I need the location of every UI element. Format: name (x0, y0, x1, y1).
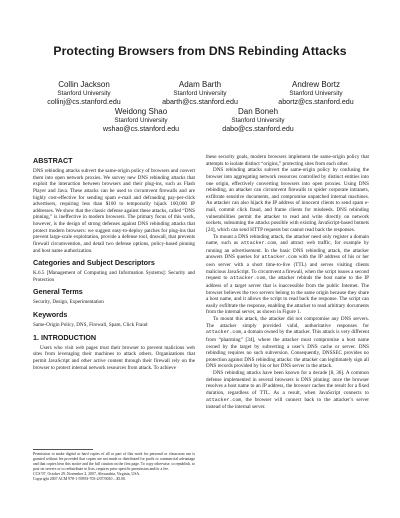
author-name: Adam Barth (178, 80, 222, 89)
author-block-4 (91, 107, 191, 135)
footnote-rule (33, 449, 93, 450)
body-paragraph (206, 234, 369, 317)
permission-footnote (33, 452, 195, 481)
body-text: To mount this attack, the attacker did not compromise any DNS servers. The attacker simply provided valid, authoritative responses for (206, 316, 369, 329)
body-text: , a domain owned by the attacker. This attack is very different from “pharming” [34], where the attacker must compromise a host name owned by the target by subverting a user’s DNS cache or server. DNS rebinding requires no such subversion. Consequently, DNSSEC provides no protection against DNS rebinding attacks: the attacker can legitimately sign all DNS records provided by his or her DNS server in the attack. (206, 329, 369, 370)
body-paragraph (206, 370, 369, 411)
domain-name-code: attacker.com (261, 255, 297, 261)
footnote-conference: CCS’07, October 29–November 2, 2007, Alexandria, Virginia, USA. (33, 471, 141, 476)
author-name: Dan Boneh (237, 107, 279, 116)
abstract-heading: ABSTRACT (33, 156, 73, 165)
abstract-text: DNS rebinding attacks subvert the same-origin policy of browsers and convert them into open network proxies. We survey new DNS rebinding attacks that exploit the interaction between browsers and their plug-ins, such as Flash Player and Java. These attacks can be used to circumvent firewalls and are highly cost-effective for sending spam e-mail and defrauding pay-per-click advertisers, requiring less than $100 to temporarily hijack 100,000 IP addresses. We show that the classic defense against these attacks, called “DNS pinning,” is ineffective in modern browsers. The primary focus of this work, however, is the design of strong defenses against DNS rebinding attacks that protect modern browsers: we suggest easy-to-deploy patches for plug-ins that prevent large-scale exploitation, provide a defense tool, dnswall, that prevents firewall circumvention, and detail two defense options, policy-based pinning and host name authorization. (33, 168, 195, 254)
body-text: DNS rebinding attacks have been known for a decade [8, 36]. A common defense implemented in several browsers is DNS pinning: once the browser resolves a host name to an IP address, the browser caches the result for a fixed duration, regardless of TTL. As a result, when JavaScript connects to (206, 370, 369, 396)
right-column (206, 154, 369, 411)
body-text: with the IP address of his or her own server with a short time-to-live (TTL) and serves visiting clients malicious JavaScript. To circumvent a firewall, when the script issues a second request to (206, 254, 370, 282)
paper-title: Protecting Browsers from DNS Rebinding Attacks (53, 44, 347, 58)
categories-heading: Categories and Subject Descriptors (33, 258, 155, 268)
body-paragraph (206, 316, 369, 370)
author-block-1 (34, 80, 134, 108)
introduction-heading: 1. INTRODUCTION (33, 332, 97, 342)
general-terms-text: Security, Design, Experimentation (33, 299, 104, 306)
body-text: To mount a DNS rebinding attack, the attacker need only register a domain name, such as (206, 233, 369, 247)
author-block-5 (208, 107, 308, 135)
domain-name-code: attacker.com (206, 397, 242, 403)
body-paragraph: DNS rebinding attacks subvert the same-origin policy by confusing the browser into aggregating network resources controlled by distinct entities into one origin, effectively converting browsers into open proxies. Using DNS rebinding, an attacker can circumvent firewalls to spider corporate intranets, exfiltrate sensitive documents, and compromise unpatched internal machines. An attacker can also hijack the IP address of innocent clients to send spam e-mail, commit click fraud, and frame clients for misdeeds. DNS rebinding vulnerabilities permit the attacker to read and write directly on network sockets, subsuming the attacks possible with existing JavaScript-based botnets [24], which can send HTTP requests but cannot read back the responses. (206, 167, 369, 233)
author-affiliation: Stanford University (289, 90, 343, 98)
author-email: abortz@cs.stanford.edu (278, 98, 354, 107)
categories-text: K.6.5 [Management of Computing and Information Systems]: Security and Protection (33, 270, 195, 283)
body-paragraph: these security goals, modern browsers implement the same-origin policy that attempts to isolate distinct “origins,” protecting sites from each other. (206, 154, 369, 167)
body-text: , the browser will connect back to the attacker’s server instead of the internal server. (206, 396, 369, 411)
domain-name-code: attacker.com (240, 241, 277, 247)
footnote-copyright: Copyright 2007 ACM 978-1-59593-703-2/07/0010 ...$5.00. (33, 476, 127, 481)
author-email: abarth@cs.stanford.edu (162, 98, 238, 107)
general-terms-heading: General Terms (33, 287, 83, 297)
body-text: , and attract web traffic, for example by running an advertisement. In the basic DNS rebinding attack, the attacker answers DNS queries for (206, 240, 370, 261)
footnote-permission: Permission to make digital or hard copies of all or part of this work for personal or classroom use is granted without fee provided that copies are not made or distributed for profit or commercial advantage and that copies bear this notice and the full citation on the first page. To copy otherwise, to republish, to post on servers or to redistribute to lists, requires prior specific permission and/or a fee. (33, 452, 195, 471)
author-email: dabo@cs.stanford.edu (222, 125, 294, 134)
author-email: wshao@cs.stanford.edu (102, 125, 180, 134)
author-affiliation: Stanford University (173, 90, 227, 98)
author-name: Andrew Bortz (291, 80, 341, 89)
author-affiliation: Stanford University (57, 90, 111, 98)
author-block-3 (264, 80, 368, 108)
author-affiliation: Stanford University (114, 117, 168, 125)
keywords-heading: Keywords (33, 310, 68, 319)
author-affiliation: Stanford University (231, 117, 285, 125)
author-name: Collin Jackson (58, 80, 110, 89)
left-column (33, 154, 195, 371)
introduction-paragraph: Users who visit web pages trust their browser to prevent malicious web sites from leveraging their machines to attack others. Organizations that permit JavaScript and other active content through their firewall rely on the browser to protect internal network resources from attack. To achieve (33, 344, 195, 371)
keywords-text: Same-Origin Policy, DNS, Firewall, Spam, Click Fraud (33, 322, 148, 328)
author-email: collinj@cs.stanford.edu (47, 98, 121, 107)
domain-name-code: attacker.com (206, 330, 242, 336)
author-name: Weidong Shao (114, 107, 168, 116)
author-block-2 (150, 80, 250, 108)
domain-name-code: attacker.com (230, 276, 266, 282)
body-text: , the attacker rebinds the host name to the IP address of a target server that is inaccessible from the public Internet. The browser believes the two servers belong to the same origin because they share a host name, and it allows the script to read back the response. The script can easily exfiltrate the response, enabling the attacker to read arbitrary documents from the internal server, as shown in Figure 1. (206, 275, 369, 316)
